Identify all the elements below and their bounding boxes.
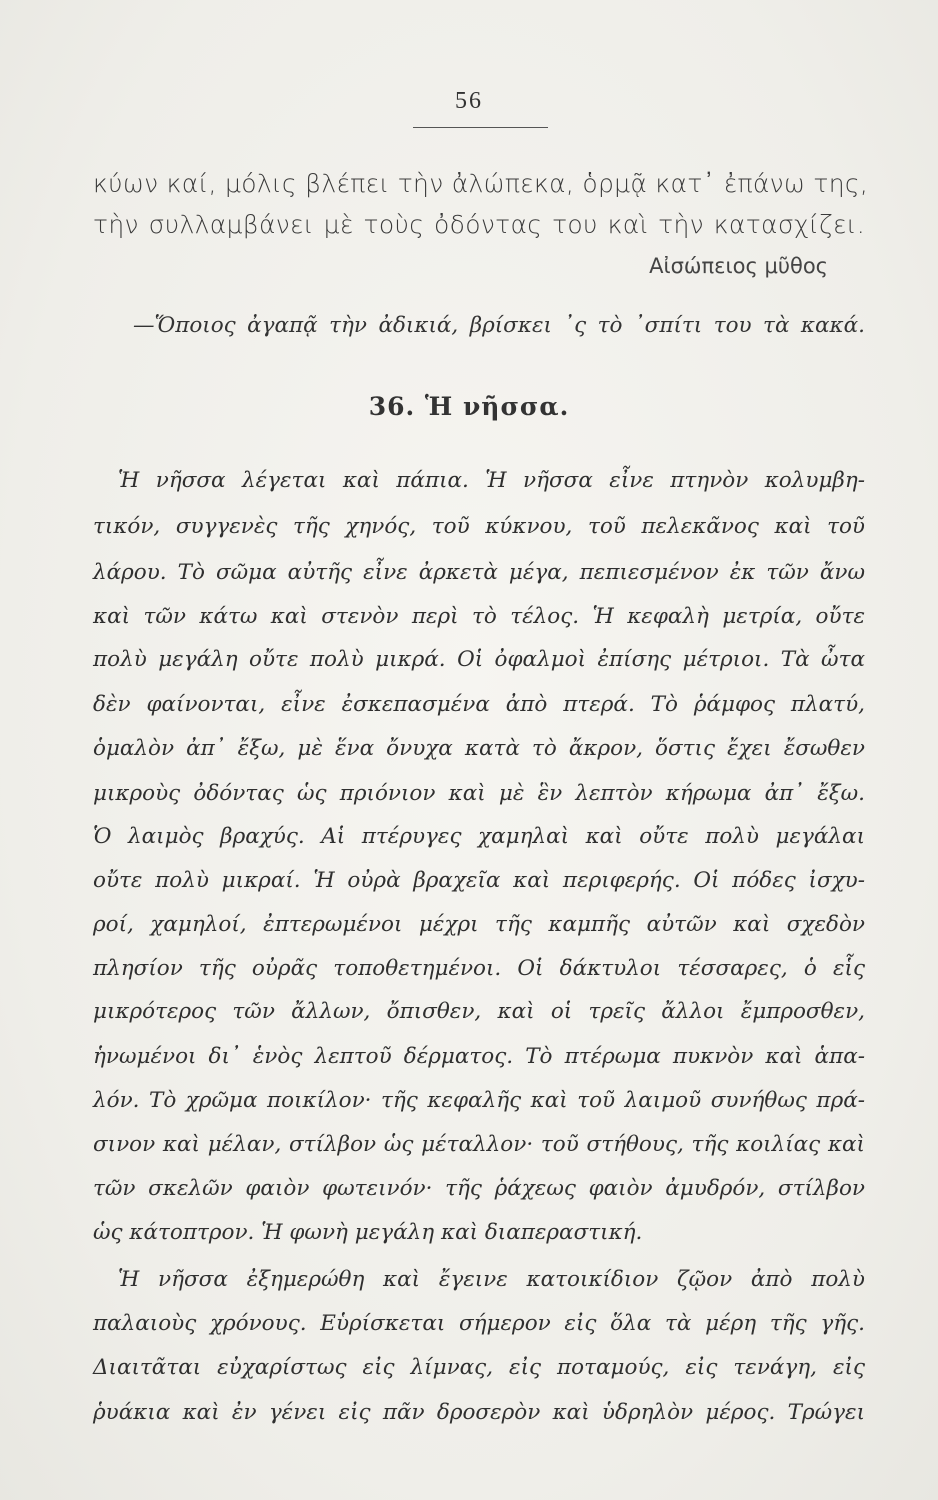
paragraph-line: πολὺ μεγάλη οὔτε πολὺ μικρά. Οἱ ὀφαλμοὶ ἐπίσης μέτριοι. Τὰ ὦτα bbox=[93, 647, 865, 672]
paragraph-line: ὡς κάτοπτρον. Ἡ φωνὴ μεγάλη καὶ διαπεραστική. bbox=[93, 1220, 643, 1245]
paragraph-line: τικόν, συγγενὲς τῆς χηνός, τοῦ κύκνου, τοῦ πελεκᾶνος καὶ τοῦ bbox=[93, 514, 865, 539]
fable-line: τὴν συλλαμβάνει μὲ τοὺς ὀδόντας του καὶ τὴν κατασχίζει. bbox=[93, 210, 865, 239]
paragraph-line: πλησίον τῆς οὐρᾶς τοποθετημένοι. Οἱ δάκτυλοι τέσσαρες, ὁ εἷς bbox=[93, 956, 865, 981]
page-number: 56 bbox=[455, 88, 483, 114]
paragraph-line: δὲν φαίνονται, εἶνε ἐσκεπασμένα ἀπὸ πτερά. Τὸ ῥάμφος πλατύ, bbox=[93, 692, 865, 717]
header-rule bbox=[413, 127, 548, 128]
paragraph-line: λάρου. Τὸ σῶμα αὐτῆς εἶνε ἀρκετὰ μέγα, πεπιεσμένον ἐκ τῶν ἄνω bbox=[93, 560, 865, 585]
fable-line: κύων καί, μόλις βλέπει τὴν ἀλώπεκα, ὁρμᾷ κατ᾽ ἐπάνω της, bbox=[93, 169, 869, 198]
paragraph-line: λόν. Τὸ χρῶμα ποικίλον· τῆς κεφαλῆς καὶ τοῦ λαιμοῦ συνήθως πρά- bbox=[93, 1088, 865, 1113]
paragraph-line: Ἡ νῆσσα λέγεται καὶ πάπια. Ἡ νῆσσα εἶνε πτηνὸν κολυμβη- bbox=[118, 468, 865, 493]
paragraph-line: καὶ τῶν κάτω καὶ στενὸν περὶ τὸ τέλος. Ἡ κεφαλὴ μετρία, οὔτε bbox=[93, 604, 865, 629]
paragraph-line: ὁμαλὸν ἀπ᾽ ἔξω, μὲ ἕνα ὄνυχα κατὰ τὸ ἄκρον, ὅστις ἔχει ἔσωθεν bbox=[93, 736, 865, 761]
paragraph-line: μικρότερος τῶν ἄλλων, ὄπισθεν, καὶ οἱ τρεῖς ἄλλοι ἔμπροσθεν, bbox=[93, 999, 865, 1024]
paragraph-line: ροί, χαμηλοί, ἐπτερωμένοι μέχρι τῆς καμπῆς αὐτῶν καὶ σχεδὸν bbox=[93, 912, 865, 937]
paragraph-line: ῥυάκια καὶ ἐν γένει εἰς πᾶν δροσερὸν καὶ ὑδρηλὸν μέρος. Τρώγει bbox=[93, 1400, 865, 1425]
paragraph-line: Ὁ λαιμὸς βραχύς. Αἱ πτέρυγες χαμηλαὶ καὶ οὔτε πολὺ μεγάλαι bbox=[93, 824, 865, 849]
fable-attribution: Αἰσώπειος μῦθος bbox=[649, 254, 828, 278]
paragraph-line: παλαιοὺς χρόνους. Εὑρίσκεται σήμερον εἰς ὅλα τὰ μέρη τῆς γῆς. bbox=[93, 1311, 865, 1336]
paragraph-line: μικροὺς ὀδόντας ὡς πριόνιον καὶ μὲ ἓν λεπτὸν κήρωμα ἀπ᾽ ἔξω. bbox=[93, 781, 865, 806]
paragraph-line: οὔτε πολὺ μικραί. Ἡ οὐρὰ βραχεῖα καὶ περιφερής. Οἱ πόδες ἰσχυ- bbox=[93, 868, 865, 893]
paragraph-line: τῶν σκελῶν φαιὸν φωτεινόν· τῆς ῥάχεως φαιὸν ἀμυδρόν, στίλβον bbox=[93, 1176, 865, 1201]
paragraph-line: σινον καὶ μέλαν, στίλβον ὡς μέταλλον· τοῦ στήθους, τῆς κοιλίας καὶ bbox=[93, 1132, 865, 1157]
paragraph-line: ἡνωμένοι δι᾽ ἑνὸς λεπτοῦ δέρματος. Τὸ πτέρωμα πυκνὸν καὶ ἁπα- bbox=[93, 1044, 865, 1069]
proverb: —Ὅποιος ἀγαπᾷ τὴν ἀδικιά, βρίσκει ᾽ς τὸ ᾽σπίτι του τὰ κακά. bbox=[133, 313, 865, 338]
paragraph-line: Διαιτᾶται εὐχαρίστως εἰς λίμνας, εἰς ποταμούς, εἰς τενάγη, εἰς bbox=[93, 1355, 865, 1380]
paragraph-line: Ἡ νῆσσα ἐξημερώθη καὶ ἔγεινε κατοικίδιον ζῷον ἀπὸ πολὺ bbox=[118, 1267, 865, 1292]
section-title: 36. Ἡ νῆσσα. bbox=[368, 392, 570, 421]
